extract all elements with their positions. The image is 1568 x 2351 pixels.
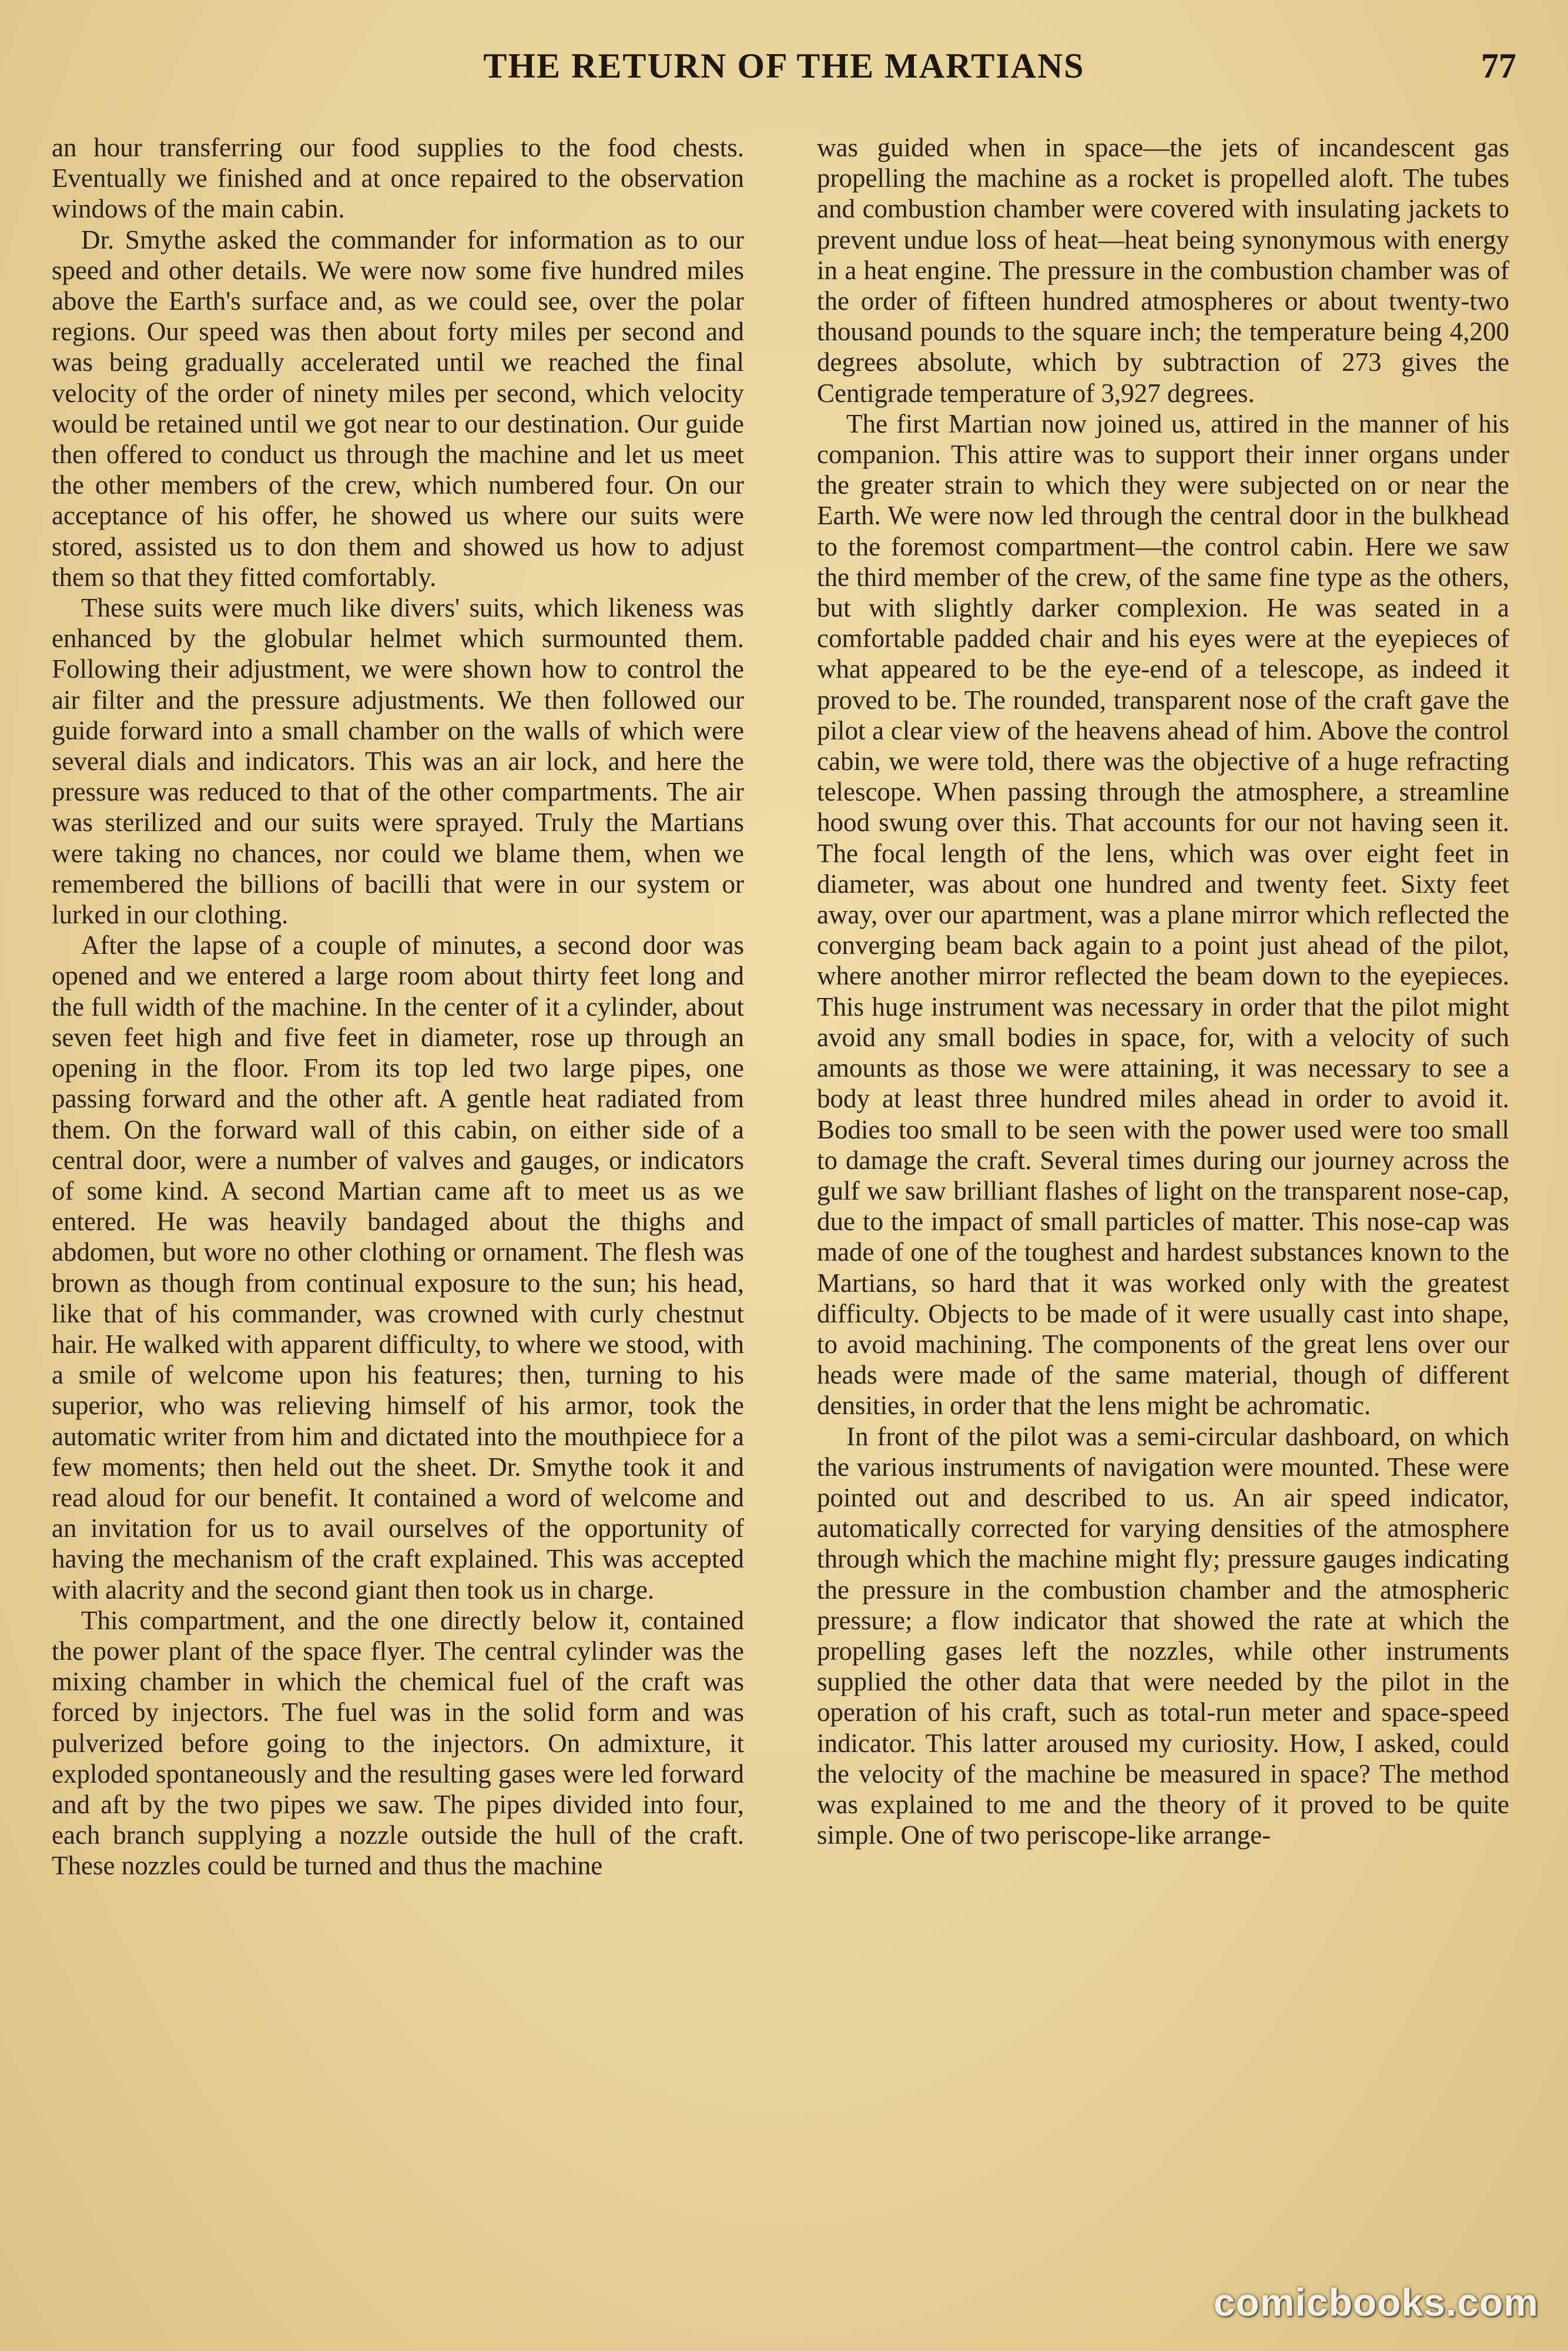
right-column — [817, 132, 1509, 1850]
paragraph: Dr. Smythe asked the commander for information as to our speed and other details. We were now some five hundred miles above the Earth's surface and, as we could see, over the polar regions. Our speed was then about forty miles per second and was being gradually accelerated until we reached the final velocity of the order of ninety miles per second, which velocity would be retained until we got near to our destination. Our guide then offered to conduct us through the machine and let us meet the other members of the crew, which numbered four. On our acceptance of his offer, he showed us where our suits were stored, assisted us to don them and showed us how to adjust them so that they fitted comfortably. — [52, 225, 744, 592]
running-title: THE RETURN OF THE MARTIANS — [483, 46, 1085, 85]
paragraph: was guided when in space—the jets of incandescent gas propelling the machine as a rocket is propelled aloft. The tubes and combustion chamber were covered with insulating jackets to prevent undue loss of heat—heat being synonymous with energy in a heat engine. The pressure in the combustion chamber was of the order of fifteen hundred atmospheres or about twenty-two thousand pounds to the square inch; the temperature being 4,200 degrees absolute, which by subtraction of 273 gives the Centigrade temperature of 3,927 degrees. — [817, 133, 1509, 408]
paragraph: an hour transferring our food supplies to the food chests. Eventually we finished and at once repaired to the observation windows of the main cabin. — [52, 133, 744, 224]
site-watermark: comicbooks.com — [1213, 2280, 1539, 2324]
left-column — [52, 132, 744, 1881]
paragraph: These suits were much like divers' suits, which likeness was enhanced by the globular helmet which surmounted them. Following their adjustment, we were shown how to control the air filter and the pressure adjustments. We then followed our guide forward into a small chamber on the walls of which were several dials and indicators. This was an air lock, and here the pressure was reduced to that of the other compartments. The air was sterilized and our suits were sprayed. Truly the Martians were taking no chances, nor could we blame them, when we remembered the billions of bacilli that were in our system or lurked in our clothing. — [52, 593, 744, 930]
page-header — [0, 46, 1568, 87]
paragraph: In front of the pilot was a semi-circular dashboard, on which the various instruments of navigation were mounted. These were pointed out and described to us. An air speed indicator, automatically corrected for varying densities of the atmosphere through which the machine might fly; pressure gauges indicating the pressure in the combustion chamber and the atmospheric pressure; a flow indicator that showed the rate at which the propelling gases left the nozzles, while other instruments supplied the other data that were needed by the pilot in the operation of his craft, such as total-run meter and space-speed indicator. This latter aroused my curiosity. How, I asked, could the velocity of the machine be measured in space? The method was explained to me and the theory of it proved to be quite simple. One of two periscope-like arrange- — [817, 1421, 1509, 1850]
paragraph: This compartment, and the one directly below it, contained the power plant of the space flyer. The central cylinder was the mixing chamber in which the chemical fuel of the craft was forced by injectors. The fuel was in the solid form and was pulverized before going to the injectors. On admixture, it exploded spontaneously and the resulting gases were led forward and aft by the two pipes we saw. The pipes divided into four, each branch supplying a nozzle outside the hull of the craft. These nozzles could be turned and thus the machine — [52, 1605, 744, 1881]
paragraph: The first Martian now joined us, attired in the manner of his companion. This attire was to support their inner organs under the greater strain to which they were subjected on or near the Earth. We were now led through the central door in the bulkhead to the foremost compartment—the control cabin. Here we saw the third member of the crew, of the same fine type as the others, but with slightly darker complexion. He was seated in a comfortable padded chair and his eyes were at the eyepieces of what appeared to be the eye-end of a telescope, as indeed it proved to be. The rounded, transparent nose of the craft gave the pilot a clear view of the heavens ahead of him. Above the control cabin, we were told, there was the objective of a huge refracting telescope. When passing through the atmosphere, a streamline hood swung over this. That accounts for our not having seen it. The focal length of the lens, which was over eight feet in diameter, was about one hundred and twenty feet. Sixty feet away, over our apartment, was a plane mirror which reflected the converging beam back again to a point just ahead of the pilot, where another mirror reflected the beam down to the eyepieces. This huge instrument was necessary in order that the pilot might avoid any small bodies in space, for, with a velocity of such amounts as those we were attaining, it was necessary to see a body at least three hundred miles ahead in order to avoid it. Bodies too small to be seen with the power used were too small to damage the craft. Several times during our journey across the gulf we saw brilliant flashes of light on the transparent nose-cap, due to the impact of small particles of matter. This nose-cap was made of one of the toughest and hardest substances known to the Martians, so hard that it was worked only with the greatest difficulty. Objects to be made of it were usually cast into shape, to avoid machining. The components of the great lens over our heads were made of the same material, though of different densities, in order that the lens might be achromatic. — [817, 408, 1509, 1421]
page-number: 77 — [1481, 46, 1516, 85]
paragraph: After the lapse of a couple of minutes, a second door was opened and we entered a large room about thirty feet long and the full width of the machine. In the center of it a cylinder, about seven feet high and five feet in diameter, rose up through an opening in the floor. From its top led two large pipes, one passing forward and the other aft. A gentle heat radiated from them. On the forward wall of this cabin, on either side of a central door, were a number of valves and gauges, or indicators of some kind. A second Martian came aft to meet us as we entered. He was heavily bandaged about the thighs and abdomen, but wore no other clothing or ornament. The flesh was brown as though from continual exposure to the sun; his head, like that of his commander, was crowned with curly chestnut hair. He walked with apparent difficulty, to where we stood, with a smile of welcome upon his features; then, turning to his superior, who was relieving himself of his armor, took the automatic writer from him and dictated into the mouthpiece for a few moments; then held out the sheet. Dr. Smythe took it and read aloud for our benefit. It contained a word of welcome and an invitation for us to avail ourselves of the opportunity of having the mechanism of the craft explained. This was accepted with alacrity and the second giant then took us in charge. — [52, 930, 744, 1605]
